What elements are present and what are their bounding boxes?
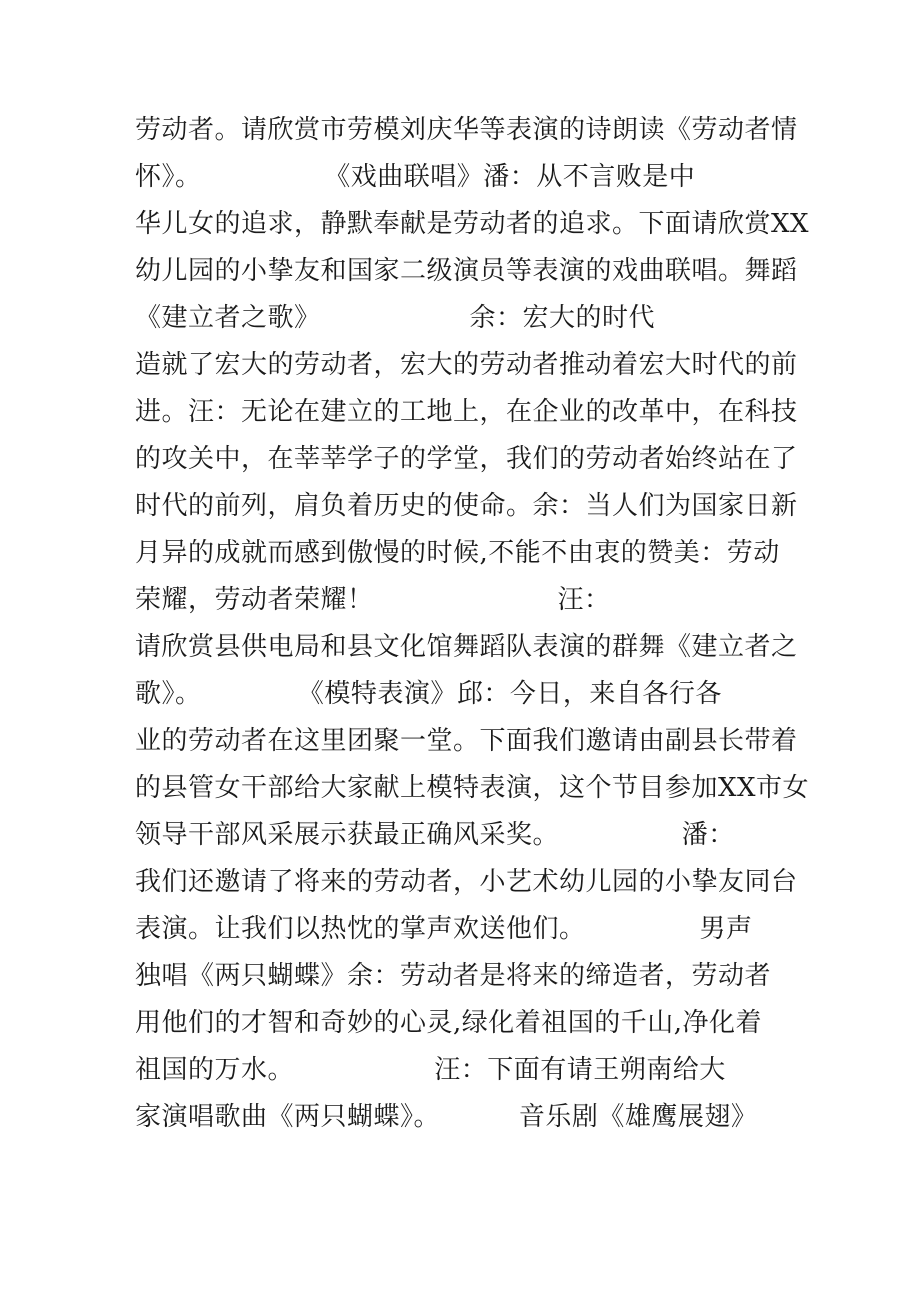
- text-line: 表演。让我们以热忱的掌声欢送他们。 男声: [135, 914, 753, 944]
- text-line: 劳动者。请欣赏市劳模刘庆华等表演的诗朗读《劳动者情: [135, 115, 798, 145]
- text-line: 造就了宏大的劳动者，宏大的劳动者推动着宏大时代的前: [135, 350, 798, 380]
- text-line: 荣耀，劳动者荣耀！ 汪：: [135, 585, 611, 615]
- text-line: 进。汪：无论在建立的工地上，在企业的改革中，在科技: [135, 397, 798, 427]
- text-line: 领导干部风采展示获最正确风采奖。 潘：: [135, 820, 735, 850]
- text-line: 独唱《两只蝴蝶》余：劳动者是将来的缔造者，劳动者: [135, 961, 772, 991]
- text-line: 幼儿园的小挚友和国家二级演员等表演的戏曲联唱。舞蹈: [135, 256, 798, 286]
- text-line: 《建立者之歌》 余：宏大的时代: [135, 303, 655, 333]
- text-line: 请欣赏县供电局和县文化馆舞蹈队表演的群舞《建立者之: [135, 632, 798, 662]
- text-line: 月异的成就而感到傲慢的时候,不能不由衷的赞美：劳动: [135, 538, 780, 568]
- body-text: [135, 107, 815, 1141]
- text-line: 祖国的万水。 汪：下面有请王朔南给大: [135, 1055, 726, 1085]
- text-line: 的攻关中，在莘莘学子的学堂，我们的劳动者始终站在了: [135, 444, 798, 474]
- text-line: 我们还邀请了将来的劳动者，小艺术幼儿园的小挚友同台: [135, 867, 798, 897]
- text-line: 的县管女干部给大家献上模特表演，这个节目参加XX市女: [135, 773, 810, 803]
- text-line: 业的劳动者在这里团聚一堂。下面我们邀请由副县长带着: [135, 726, 798, 756]
- text-line: 家演唱歌曲《两只蝴蝶》。 音乐剧《雄鹰展翅》: [135, 1102, 758, 1132]
- text-line: 华儿女的追求，静默奉献是劳动者的追求。下面请欣赏XX: [135, 209, 810, 239]
- text-line: 怀》。 《戏曲联唱》潘：从不言败是中: [135, 162, 696, 192]
- text-line: 时代的前列，肩负着历史的使命。余：当人们为国家日新: [135, 491, 798, 521]
- text-line: 用他们的才智和奇妙的心灵,绿化着祖国的千山,净化着: [135, 1008, 763, 1038]
- text-line: 歌》。 《模特表演》邱：今日，来自各行各: [135, 679, 722, 709]
